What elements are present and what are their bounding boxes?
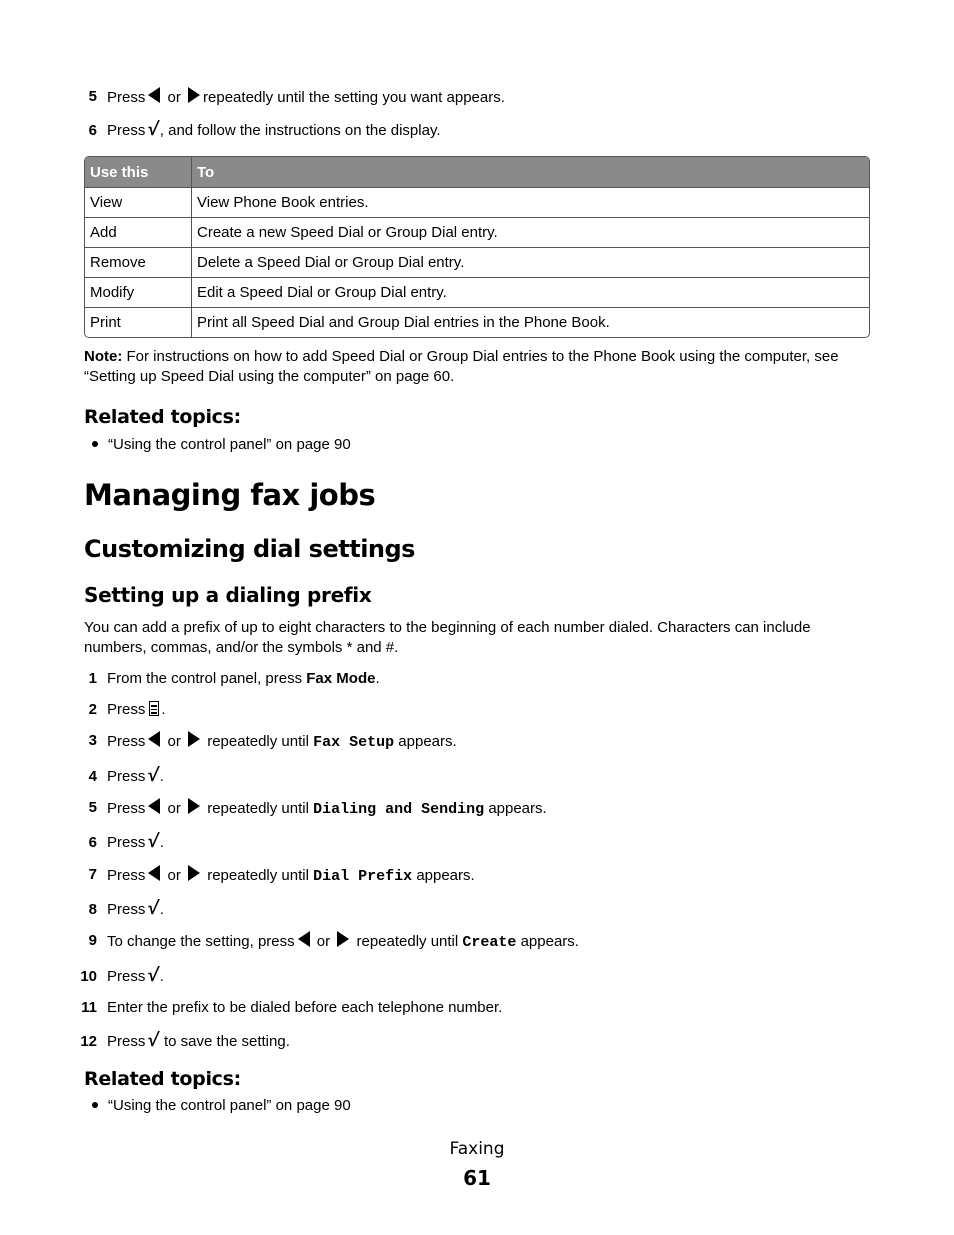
related-topic-link[interactable]: “Using the control panel” on page 90 bbox=[108, 436, 351, 453]
right-arrow-icon bbox=[188, 798, 200, 814]
menu-icon bbox=[149, 701, 159, 716]
table-cell: Remove bbox=[85, 248, 192, 278]
table-cell: Modify bbox=[85, 278, 192, 308]
bullet-icon bbox=[92, 441, 98, 447]
related-topic-link[interactable]: “Using the control panel” on page 90 bbox=[108, 1097, 351, 1114]
related-topic-item bbox=[92, 1097, 351, 1114]
checkmark-icon: √ bbox=[146, 965, 161, 986]
left-arrow-icon bbox=[148, 798, 160, 814]
table-cell: View bbox=[85, 188, 192, 218]
left-arrow-icon bbox=[298, 931, 310, 947]
table-row bbox=[85, 188, 869, 218]
left-arrow-icon bbox=[148, 865, 160, 881]
table-header-row bbox=[85, 157, 869, 188]
related-topics-heading: Related topics: bbox=[84, 406, 241, 428]
related-topics-heading: Related topics: bbox=[84, 1068, 241, 1090]
right-arrow-icon bbox=[188, 865, 200, 881]
table-cell: Delete a Speed Dial or Group Dial entry. bbox=[192, 248, 869, 278]
note-label: Note: bbox=[84, 348, 123, 365]
table-cell: Print all Speed Dial and Group Dial entries in the Phone Book. bbox=[197, 314, 610, 331]
note-paragraph bbox=[84, 347, 874, 387]
table-row bbox=[85, 248, 869, 278]
checkmark-icon: √ bbox=[146, 119, 161, 140]
step-number: 5 bbox=[88, 88, 97, 105]
right-arrow-icon bbox=[188, 731, 200, 747]
right-arrow-icon bbox=[337, 931, 349, 947]
chapter-title: Managing fax jobs bbox=[84, 478, 376, 512]
checkmark-icon: √ bbox=[146, 1030, 161, 1051]
subsection-title: Setting up a dialing prefix bbox=[84, 583, 372, 607]
options-table bbox=[84, 156, 870, 338]
page-number: 61 bbox=[463, 1166, 491, 1190]
checkmark-icon: √ bbox=[146, 831, 161, 852]
table-cell: Create a new Speed Dial or Group Dial entry. bbox=[192, 218, 869, 248]
bullet-icon bbox=[92, 1102, 98, 1108]
section-title: Customizing dial settings bbox=[84, 535, 415, 563]
checkmark-icon: √ bbox=[146, 765, 161, 786]
right-arrow-icon bbox=[188, 87, 200, 103]
table-cell: View Phone Book entries. bbox=[192, 188, 869, 218]
table-cell: Edit a Speed Dial or Group Dial entry. bbox=[192, 278, 869, 308]
footer-section-name: Faxing bbox=[449, 1139, 505, 1159]
left-arrow-icon bbox=[148, 731, 160, 747]
column-header: Use this bbox=[85, 157, 192, 188]
related-topic-item bbox=[92, 436, 351, 453]
left-arrow-icon bbox=[148, 87, 160, 103]
table-cell: Add bbox=[85, 218, 192, 248]
document-page: 5 Press or repeatedly until the setting you want appears. 6 Press√, and follow the instructions on the display. Use this To View View Phone Book entries. Add Create a new Speed Dial or Group Dial entry. Remove Delete a Speed Dial or Group Dial entry. Modify Edit a Speed Dial or Group Dial entry. Print Print all Speed Dial and Group Dial entries in the Phone Book. Note: For instructions on how to add Speed Dial or Group Dial entries to the Phone Book using the computer, see “Setting up Speed Dial using the computer” on page 60. Related topics: “Using the control panel” on page 90 Managing fax jobs Customizing dial settings Setting up a dialing prefix You can add a prefix of up to eight characters to the beginning of each number dialed. Characters can include numbers, commas, and/or the symbols * and #. 1 From the control panel, press Fax Mode. 2 Press . 3 Press or repeatedly until Fax Setup appears. 4 Press√. 5 Press or repeatedly until Dialing and Sending appears. 6 Press√. 7 Press or repeatedly until Dial Prefix appears. 8 Press√. 9 To change the setting, press or repeatedly until Create appears. 10 Press√. 11 Enter the prefix to be dialed before each telephone number. 12 Press√ to save the setting. Related topics: “Using the control panel” on page 90 Faxing 61 bbox=[0, 0, 954, 1235]
checkmark-icon: √ bbox=[146, 898, 161, 919]
table-row bbox=[85, 308, 869, 337]
note-text: For instructions on how to add Speed Dial or Group Dial entries to the Phone Book using the computer, see “Setting up Speed Dial using the computer” on page 60. bbox=[84, 348, 839, 385]
intro-paragraph: You can add a prefix of up to eight characters to the beginning of each number dialed. Characters can include numbers, commas, and/or the symbols * and #. bbox=[84, 619, 811, 656]
column-header: To bbox=[192, 157, 869, 188]
table-row bbox=[85, 218, 869, 248]
table-cell: Print bbox=[85, 308, 192, 337]
step-number: 6 bbox=[88, 122, 97, 139]
table-row bbox=[85, 278, 869, 308]
